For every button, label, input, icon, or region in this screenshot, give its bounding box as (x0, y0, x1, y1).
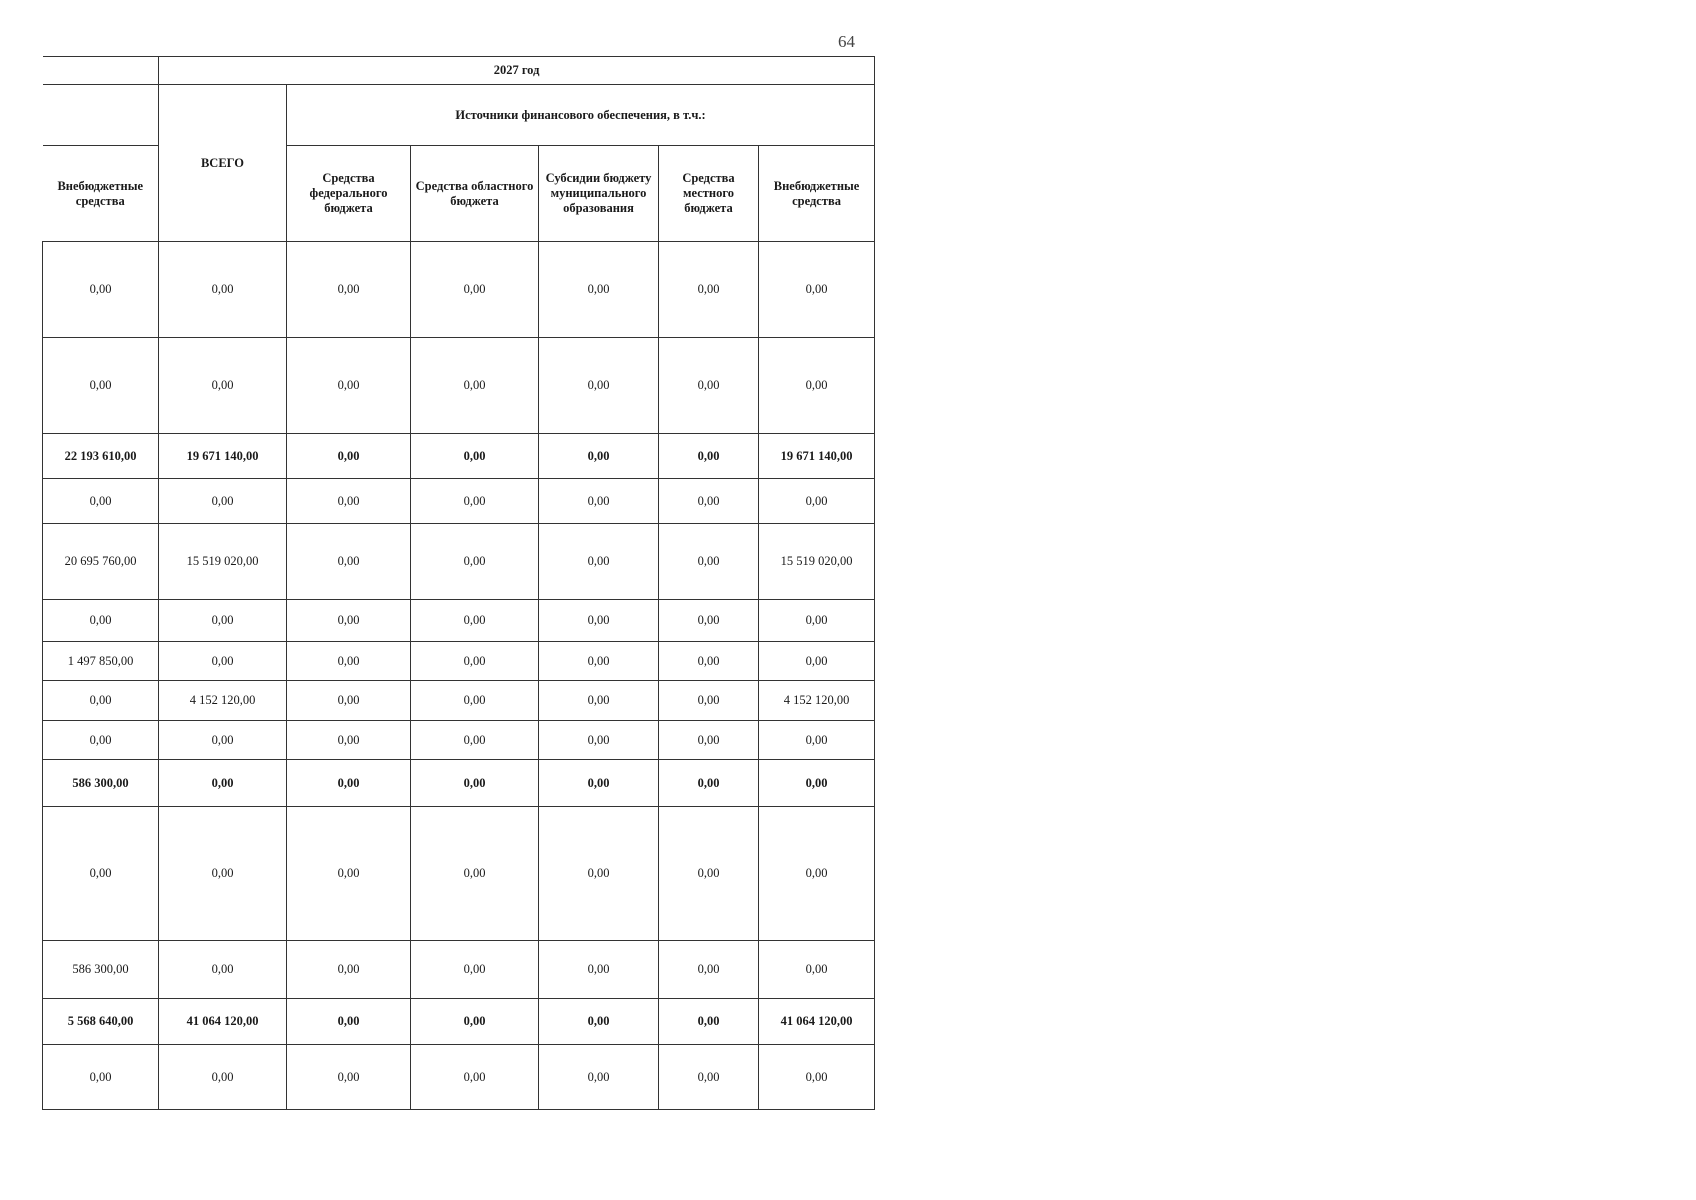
cell-federal: 0,00 (287, 1045, 411, 1110)
cell-regional: 0,00 (411, 941, 539, 999)
table-row (43, 242, 875, 338)
cell-subsidies: 0,00 (539, 721, 659, 760)
cell-total: 0,00 (159, 642, 287, 681)
cell-regional: 0,00 (411, 681, 539, 721)
cell-total: 0,00 (159, 479, 287, 524)
cell-federal: 0,00 (287, 524, 411, 600)
table-row (43, 1045, 875, 1110)
cell-extrabudgetary: 4 152 120,00 (759, 681, 875, 721)
cell-regional: 0,00 (411, 479, 539, 524)
page-number: 64 (838, 32, 855, 51)
cell-extrabudgetary: 0,00 (759, 807, 875, 941)
budget-table (42, 56, 875, 1110)
cell-extrabudgetary: 0,00 (759, 479, 875, 524)
cell-federal: 0,00 (287, 600, 411, 642)
cell-local: 0,00 (659, 721, 759, 760)
cell-extrabudgetary: 19 671 140,00 (759, 434, 875, 479)
table-body (43, 242, 875, 1110)
cell-total: 15 519 020,00 (159, 524, 287, 600)
cell-left-extrabudgetary: 22 193 610,00 (43, 434, 159, 479)
cell-left-extrabudgetary: 1 497 850,00 (43, 642, 159, 681)
table-row (43, 338, 875, 434)
cell-total: 19 671 140,00 (159, 434, 287, 479)
table-row (43, 721, 875, 760)
table-row (43, 434, 875, 479)
cell-extrabudgetary: 0,00 (759, 642, 875, 681)
header-extrabudgetary: Внебюджетные средства (759, 146, 875, 242)
cell-subsidies: 0,00 (539, 524, 659, 600)
cell-local: 0,00 (659, 642, 759, 681)
cell-subsidies: 0,00 (539, 999, 659, 1045)
cell-left-extrabudgetary: 0,00 (43, 1045, 159, 1110)
cell-regional: 0,00 (411, 600, 539, 642)
header-left-extrabudgetary: Внебюджетные средства (43, 146, 159, 242)
cell-federal: 0,00 (287, 681, 411, 721)
cell-federal: 0,00 (287, 721, 411, 760)
cell-subsidies: 0,00 (539, 941, 659, 999)
cell-local: 0,00 (659, 1045, 759, 1110)
table-row (43, 941, 875, 999)
cell-regional: 0,00 (411, 434, 539, 479)
cell-extrabudgetary: 15 519 020,00 (759, 524, 875, 600)
blank-left-cell (43, 85, 159, 146)
cell-extrabudgetary: 0,00 (759, 338, 875, 434)
cell-left-extrabudgetary: 0,00 (43, 681, 159, 721)
cell-subsidies: 0,00 (539, 1045, 659, 1110)
cell-subsidies: 0,00 (539, 338, 659, 434)
header-federal: Средства федерального бюджета (287, 146, 411, 242)
cell-total: 0,00 (159, 338, 287, 434)
cell-local: 0,00 (659, 941, 759, 999)
cell-left-extrabudgetary: 586 300,00 (43, 941, 159, 999)
cell-regional: 0,00 (411, 642, 539, 681)
cell-subsidies: 0,00 (539, 242, 659, 338)
cell-local: 0,00 (659, 807, 759, 941)
table-row (43, 479, 875, 524)
cell-total: 41 064 120,00 (159, 999, 287, 1045)
cell-federal: 0,00 (287, 434, 411, 479)
cell-left-extrabudgetary: 0,00 (43, 479, 159, 524)
cell-regional: 0,00 (411, 338, 539, 434)
cell-local: 0,00 (659, 524, 759, 600)
cell-federal: 0,00 (287, 479, 411, 524)
blank-corner-cell (43, 57, 159, 85)
header-local: Средства местного бюджета (659, 146, 759, 242)
cell-federal: 0,00 (287, 760, 411, 807)
cell-regional: 0,00 (411, 524, 539, 600)
cell-local: 0,00 (659, 479, 759, 524)
table-row (43, 642, 875, 681)
cell-left-extrabudgetary: 0,00 (43, 721, 159, 760)
cell-extrabudgetary: 0,00 (759, 1045, 875, 1110)
table-row (43, 524, 875, 600)
cell-regional: 0,00 (411, 1045, 539, 1110)
cell-subsidies: 0,00 (539, 600, 659, 642)
cell-federal: 0,00 (287, 242, 411, 338)
cell-extrabudgetary: 0,00 (759, 760, 875, 807)
cell-regional: 0,00 (411, 807, 539, 941)
cell-federal: 0,00 (287, 642, 411, 681)
cell-local: 0,00 (659, 760, 759, 807)
cell-left-extrabudgetary: 0,00 (43, 807, 159, 941)
cell-regional: 0,00 (411, 242, 539, 338)
cell-total: 0,00 (159, 721, 287, 760)
cell-regional: 0,00 (411, 760, 539, 807)
cell-total: 0,00 (159, 242, 287, 338)
table-row (43, 999, 875, 1045)
cell-local: 0,00 (659, 338, 759, 434)
cell-subsidies: 0,00 (539, 681, 659, 721)
cell-extrabudgetary: 0,00 (759, 721, 875, 760)
table-row (43, 600, 875, 642)
cell-federal: 0,00 (287, 999, 411, 1045)
cell-total: 0,00 (159, 1045, 287, 1110)
header-subsidies: Субсидии бюджету муниципального образования (539, 146, 659, 242)
cell-total: 0,00 (159, 600, 287, 642)
cell-subsidies: 0,00 (539, 434, 659, 479)
cell-local: 0,00 (659, 434, 759, 479)
cell-subsidies: 0,00 (539, 479, 659, 524)
cell-total: 0,00 (159, 807, 287, 941)
table-row (43, 807, 875, 941)
header-sources: Источники финансового обеспечения, в т.ч.: (287, 85, 875, 146)
cell-left-extrabudgetary: 0,00 (43, 242, 159, 338)
cell-local: 0,00 (659, 600, 759, 642)
cell-regional: 0,00 (411, 721, 539, 760)
cell-total: 0,00 (159, 760, 287, 807)
cell-extrabudgetary: 0,00 (759, 941, 875, 999)
cell-total: 0,00 (159, 941, 287, 999)
year-header: 2027 год (159, 57, 875, 85)
cell-local: 0,00 (659, 681, 759, 721)
cell-left-extrabudgetary: 5 568 640,00 (43, 999, 159, 1045)
cell-local: 0,00 (659, 999, 759, 1045)
cell-federal: 0,00 (287, 941, 411, 999)
header-total: ВСЕГО (159, 85, 287, 242)
cell-subsidies: 0,00 (539, 642, 659, 681)
cell-subsidies: 0,00 (539, 760, 659, 807)
table-row (43, 681, 875, 721)
cell-left-extrabudgetary: 0,00 (43, 338, 159, 434)
cell-federal: 0,00 (287, 807, 411, 941)
cell-extrabudgetary: 0,00 (759, 600, 875, 642)
cell-left-extrabudgetary: 586 300,00 (43, 760, 159, 807)
cell-left-extrabudgetary: 0,00 (43, 600, 159, 642)
cell-subsidies: 0,00 (539, 807, 659, 941)
cell-regional: 0,00 (411, 999, 539, 1045)
cell-local: 0,00 (659, 242, 759, 338)
cell-total: 4 152 120,00 (159, 681, 287, 721)
cell-federal: 0,00 (287, 338, 411, 434)
table-row (43, 760, 875, 807)
cell-extrabudgetary: 41 064 120,00 (759, 999, 875, 1045)
cell-extrabudgetary: 0,00 (759, 242, 875, 338)
header-regional: Средства областного бюджета (411, 146, 539, 242)
cell-left-extrabudgetary: 20 695 760,00 (43, 524, 159, 600)
